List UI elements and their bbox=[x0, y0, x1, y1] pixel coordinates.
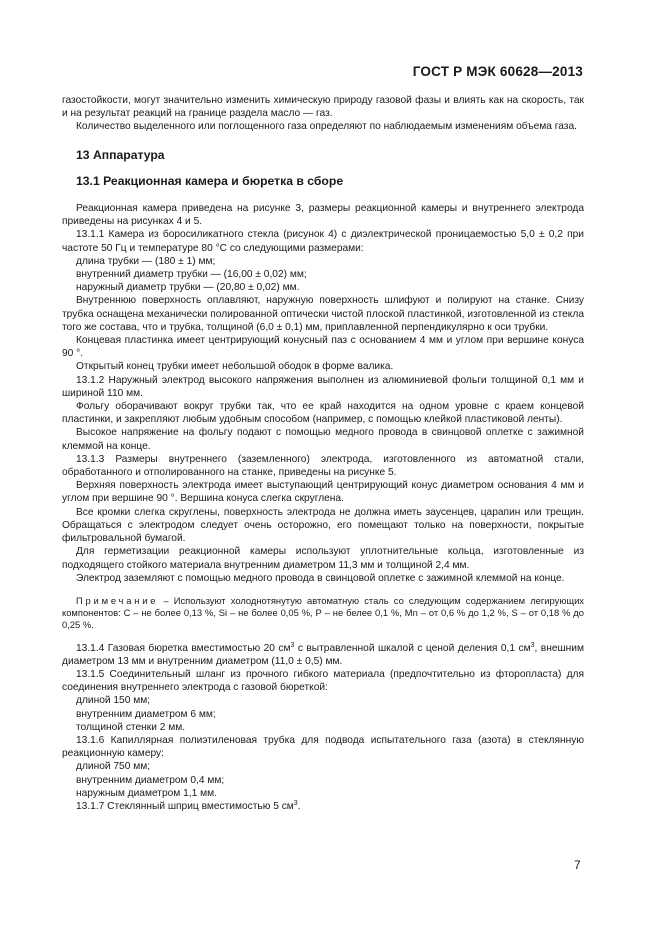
superscript: 3 bbox=[530, 641, 535, 649]
page-number: 7 bbox=[574, 858, 581, 872]
text: , внешним диаметром 13 мм и внутренним диаметром (11,0 ± 0,5) мм. bbox=[62, 642, 584, 667]
subsection-heading: 13.1 Реакционная камера и бюретка в сборе bbox=[76, 173, 344, 188]
clause-13-1-1: 13.1.1 Камера из боросиликатного стекла (рисунок 4) с диэлектрической проницаемостью 5,0 ± 0,2 при частоте 50 Гц и температуре 80 °С со следующими размерами: bbox=[62, 229, 584, 254]
paragraph: Концевая пластинка имеет центрирующий конусный паз с основанием 4 мм и углом при вершине конуса 90 °. bbox=[62, 335, 584, 360]
note-text: – Используют холоднотянутую автоматную сталь со следующим содержанием легирующих компонентов: С – не более 0,13 %, Si – не более 0,05 %, Р – не белее 0,1 %, Mn – от 0,6 % до 1,2 %, S – от 0,18 % до 0,25 %. bbox=[62, 594, 584, 631]
list-item: внутренним диаметром 0,4 мм; bbox=[76, 774, 225, 786]
text: 13.1.4 Газовая бюретка вместимостью 20 см bbox=[76, 642, 291, 654]
list-item: наружным диаметром 1,1 мм. bbox=[76, 787, 217, 799]
paragraph: газостойкости, могут значительно изменить химическую природу газовой фазы и влиять как на скорость, так и на результат реакций на границе раздела масло — газ. bbox=[62, 95, 584, 120]
clause-13-1-2: 13.1.2 Наружный электрод высокого напряжения выполнен из алюминиевой фольги толщиной 0,1 мм и шириной 110 мм. bbox=[62, 374, 584, 399]
clause-13-1-4 bbox=[62, 642, 584, 668]
text: 13.1.7 Стеклянный шприц вместимостью 5 см bbox=[76, 800, 294, 812]
clause-13-1-3: 13.1.3 Размеры внутреннего (заземленного) электрода, изготовленного из автоматной стали, обработанного и отполированного на станке, приведены на рисунке 5. bbox=[62, 453, 584, 479]
body-text bbox=[62, 94, 584, 813]
paragraph: Открытый конец трубки имеет небольшой ободок в форме валика. bbox=[76, 361, 394, 373]
paragraph: Верхняя поверхность электрода имеет выступающий центрирующий конус диаметром основания 4 мм и углом при вершине 90 °. Вершина конуса слегка скруглена. bbox=[62, 480, 584, 505]
paragraph: Количество выделенного или поглощенного газа определяют по наблюдаемым изменениям объема газа. bbox=[76, 121, 577, 133]
list-item: наружный диаметр трубки — (20,80 ± 0,02) мм. bbox=[76, 282, 300, 294]
list-item: толщиной стенки 2 мм. bbox=[76, 721, 186, 733]
list-item: длиной 150 мм; bbox=[76, 695, 151, 707]
text: . bbox=[297, 800, 301, 812]
paragraph: Для герметизации реакционной камеры используют уплотнительные кольца, изготовленные из подходящего стойкого материала внутренним диаметром 11,3 мм и толщиной 2,4 мм. bbox=[62, 546, 584, 571]
paragraph: Внутреннюю поверхность оплавляют, наружную поверхность шлифуют и полируют на станке. Снизу трубка оснащена механически полированной оптически чистой плоской пластинкой, изготовленной из стекла того же состава, что и трубка, толщиной (6,0 ± 0,1) мм, приплавленной перпендикулярно к оси трубки. bbox=[62, 295, 584, 333]
paragraph: Все кромки слегка скруглены, поверхность электрода не должна иметь заусенцев, царапин или трещин. Обращаться с электродом следует очень осторожно, его помещают только на поверхности, покрытые фильтровальной бумагой. bbox=[62, 506, 584, 545]
clause-13-1-5: 13.1.5 Соединительный шланг из прочного гибкого материала (предпочтительно из фторопласта) для соединения внутреннего электрода с газовой бюреткой: bbox=[62, 668, 584, 694]
paragraph: Высокое напряжение на фольгу подают с помощью медного провода в свинцовой оплетке с зажимной клеммой на конце. bbox=[62, 427, 584, 452]
list-item: длина трубки — (180 ± 1) мм; bbox=[76, 255, 216, 267]
list-item: внутренний диаметр трубки — (16,00 ± 0,02) мм; bbox=[76, 269, 307, 281]
note-label: Примечание bbox=[76, 594, 159, 606]
note bbox=[62, 595, 584, 632]
clause-13-1-6: 13.1.6 Капиллярная полиэтиленовая трубка для подвода испытательного газа (азота) в стеклянную реакционную камеру: bbox=[62, 734, 584, 760]
paragraph: Реакционная камера приведена на рисунке 3, размеры реакционной камеры и внутреннего электрода приведены на рисунках 4 и 5. bbox=[62, 203, 584, 228]
paragraph: Электрод заземляют с помощью медного провода в свинцовой оплетке с зажимной клеммой на конце. bbox=[76, 572, 565, 584]
section-heading: 13 Аппаратура bbox=[76, 147, 165, 162]
paragraph: Фольгу оборачивают вокруг трубки так, что ее край находится на одном уровне с краем концевой пластинки, и закрепляют любым удобным способом (например, с помощью клейкой пластиковой ленты). bbox=[62, 401, 584, 426]
list-item: длиной 750 мм; bbox=[76, 761, 151, 773]
superscript: 3 bbox=[293, 799, 298, 807]
document-id: ГОСТ Р МЭК 60628—2013 bbox=[412, 64, 583, 79]
text: с вытравленной шкалой с ценой деления 0,1 см bbox=[294, 642, 531, 654]
clause-13-1-7 bbox=[62, 800, 584, 813]
superscript: 3 bbox=[290, 641, 295, 649]
list-item: внутренним диаметром 6 мм; bbox=[76, 708, 216, 720]
